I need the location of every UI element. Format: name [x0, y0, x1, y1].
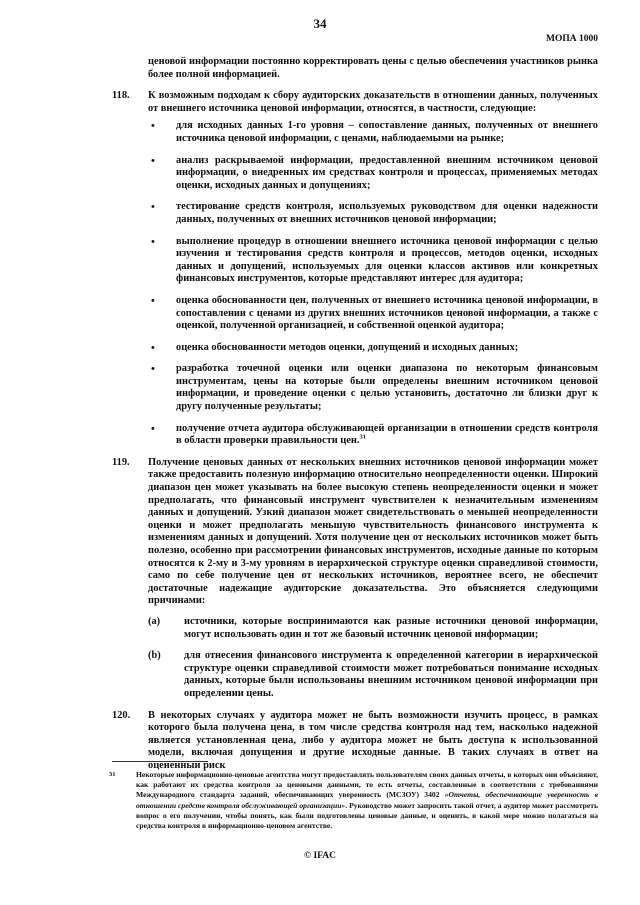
bullet-item: • оценка обоснованности цен, полученных от внешнего источника ценовой информации, в сопоставлении с ценами из других внешних источников ценовой информации, а также с оценкой, полученной организацией, и собственной оценкой аудитора; — [151, 294, 598, 332]
bullet-item: • разработка точечной оценки или оценки диапазона по некоторым финансовым инструментам, цены на которые были определены внешним источником ценовой информации, и проведение оценки с целью установить, достаточно ли близки друг к другу полученные результаты; — [151, 363, 598, 413]
bullet-icon: • — [151, 235, 155, 248]
lettered-list — [148, 616, 598, 701]
paragraph-120 — [112, 710, 598, 773]
item-label: (b) — [148, 650, 161, 662]
bullet-item: • анализ раскрываемой информации, предоставленной внешним источником ценовой информации, о внедренных им средствах контроля и процессах, применяемых методах оценки, исходных данных и допущениях; — [151, 154, 598, 191]
bullet-icon: • — [151, 422, 155, 435]
bullet-item: • оценка обоснованности методов оценки, допущений и исходных данных; — [151, 341, 519, 354]
bullet-item: • для исходных данных 1-го уровня – сопоставление данных, полученных от внешнего источника ценовой информации, с ценами, наблюдаемыми на рынке; — [151, 120, 598, 144]
paragraph-number: 119. — [112, 456, 130, 468]
footnote-number: 31 — [109, 771, 116, 778]
bullet-item: • получение отчета аудитора обслуживающей организации в отношении средств контроля в области проверки правильности цен.$^{31}$ — [151, 422, 598, 447]
footnote-divider — [112, 761, 208, 762]
bullet-list — [148, 120, 598, 447]
bullet-icon: • — [151, 154, 155, 167]
bullet-item: • тестирование средств контроля, используемых руководством для оценки надежности данных, полученных от внешних источников ценовой информации; — [151, 201, 598, 225]
bullet-icon: • — [151, 363, 155, 376]
footnote-reference[interactable]: 31 — [359, 433, 366, 441]
bullet-icon: • — [151, 201, 155, 214]
standard-code: МОПА 1000 — [546, 34, 598, 44]
paragraph-text: К возможным подходам к сбору аудиторских доказательств в отношении данных, полученных от внешнего источника ценовой информации, относятся, в частности, следующие: — [148, 90, 598, 114]
bullet-icon: • — [151, 294, 155, 307]
paragraph-number: 118. — [112, 90, 130, 102]
lettered-item: (a) источники, которые воспринимаются как разные источники ценовой информации, могут использовать один и тот же базовый источник ценовой информации; — [148, 615, 598, 640]
main-text — [112, 56, 598, 782]
lettered-item: (b) для отнесения финансового инструмента к определенной категории в иерархической структуре оценки справедливой стоимости может потребоваться понимание исходных данных, которые были использованы внешним источником ценовой информации при определении цены. — [148, 650, 598, 699]
bullet-icon: • — [151, 341, 155, 354]
item-label: (a) — [148, 615, 161, 627]
paragraph-number: 120. — [112, 709, 131, 721]
copyright-footer: © IFAC — [304, 851, 336, 861]
bullet-icon: • — [151, 120, 155, 133]
footnote — [109, 770, 598, 831]
paragraph-119 — [112, 457, 598, 701]
page-number: 34 — [313, 16, 327, 31]
footnote-text: Некоторые информационно-ценовые агентства могут предоставлять пользователям своих данных отчеты, в которых они объясняют, как работают их средства контроля за ценовыми данными, то есть отчеты, составленные в соответствии с требованиями Международного стандарта заданий, обеспечивающих уверенность (МСЗОУ) 3402 «Отчеты, обеспечивающие уверенность в отношении средств контроля обслуживающей организации». Руководство может запросить такой отчет, а аудитор может рассмотреть вопрос о его получении, чтобы понять, как были подготовлены ценовые данные, и оценить, в какой мере можно полагаться на средства контроля в информационно-ценовом агентстве. — [136, 770, 598, 831]
footnote-title: «Отчеты, обеспечивающие уверенность в отношении средств контроля обслуживающей организации» — [136, 790, 598, 810]
paragraph-118 — [112, 90, 598, 448]
intro-continuation: ценовой информации постоянно корректировать цены с целью обеспечения участников рынка более полной информацией. — [148, 56, 598, 80]
paragraph-text: В некоторых случаях у аудитора может не быть возможности изучить процесс, в рамках которого была получена цена, в том числе средства контроля над тем, насколько надежной является установленная цена, либо у аудитора может не быть доступа к использованной модели, включая допущения и другие исходные данные. В таких случаях в ответ на оцененный риск — [148, 709, 598, 771]
bullet-item: • выполнение процедур в отношении внешнего источника ценовой информации с целью изучения и тестирования средств контроля и процессов, методов оценки, исходных данных и допущений, используемых для оценки классов активов или конкретных финансовых инструментов, которые представляют интерес для аудитора; — [151, 235, 598, 285]
paragraph-text: Получение ценовых данных от нескольких внешних источников ценовой информации может также предоставить полезную информацию относительно неопределенности оценки. Широкий диапазон цен может указывать на более высокую степень неопределенности оценки и может предполагать, что финансовый инструмент чувствителен к незначительным изменениям данных и допущений. Узкий диапазон может свидетельствовать о меньшей неопределенности оценки и может предполагать меньшую чувствительность финансового инструмента к изменениям данных и допущений. Хотя получение цен от нескольких источников может быть полезно, особенно при рассмотрении финансовых инструментов, исходные данные по которым относятся к 2-му и 3-му уровням в иерархической структуре оценки справедливой стоимости, само по себе получение цен от нескольких источников, вероятнее всего, не обеспечит достаточные надежащие аудиторские доказательства. Это объясняется следующими причинами: — [148, 456, 598, 607]
